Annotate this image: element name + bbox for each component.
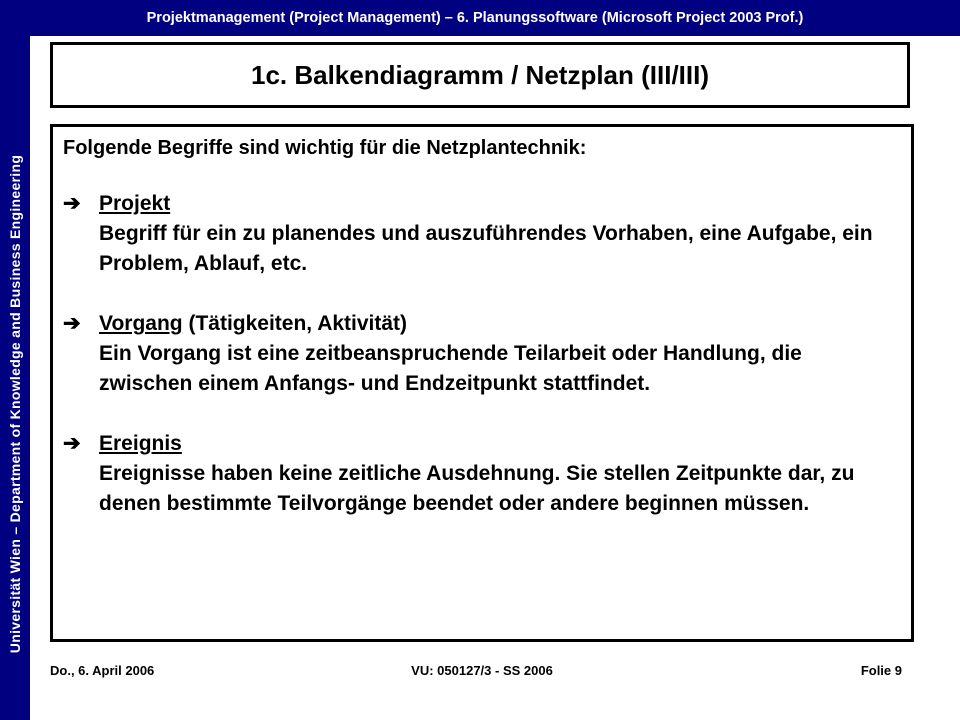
slide-title: 1c. Balkendiagramm / Netzplan (III/III) <box>250 59 709 90</box>
sidebar-text: Universität Wien – Department of Knowledge and Business Engineering <box>7 154 23 654</box>
term-item-ereignis <box>63 429 901 519</box>
header-title: Projektmanagement (Project Management) – 6. Planungssoftware (Microsoft Project 2003 Prof.) <box>146 10 804 26</box>
arrow-bullet-icon: ➔ <box>63 192 81 215</box>
intro-text: Folgende Begriffe sind wichtig für die Netzplantechnik: <box>63 137 587 159</box>
footer-page-number: Folie 9 <box>860 663 902 678</box>
term-item-vorgang <box>63 309 901 399</box>
sidebar-bar <box>0 36 30 720</box>
term-name: Projekt <box>99 192 171 215</box>
term-description: Ein Vorgang ist eine zeitbeanspruchende Teilarbeit oder Handlung, die zwischen einem Anfangs- und Endzeitpunkt stattfindet. <box>99 342 802 395</box>
term-description: Begriff für ein zu planendes und auszuführendes Vorhaben, eine Aufgabe, ein Problem, Ablauf, etc. <box>99 222 873 275</box>
term-suffix: (Tätigkeiten, Aktivität) <box>182 312 408 335</box>
footer-date: Do., 6. April 2006 <box>50 663 155 678</box>
term-item-projekt <box>63 189 901 279</box>
content-box <box>50 124 914 642</box>
arrow-bullet-icon: ➔ <box>63 432 81 455</box>
arrow-bullet-icon: ➔ <box>63 312 81 335</box>
slide-title-box <box>50 42 910 108</box>
term-name: Vorgang <box>99 312 183 335</box>
term-name: Ereignis <box>99 432 182 455</box>
footer-course: VU: 050127/3 - SS 2006 <box>411 663 553 678</box>
term-description: Ereignisse haben keine zeitliche Ausdehnung. Sie stellen Zeitpunkte dar, zu denen bestimmte Teilvorgänge beendet oder andere beginnen müssen. <box>99 462 855 515</box>
